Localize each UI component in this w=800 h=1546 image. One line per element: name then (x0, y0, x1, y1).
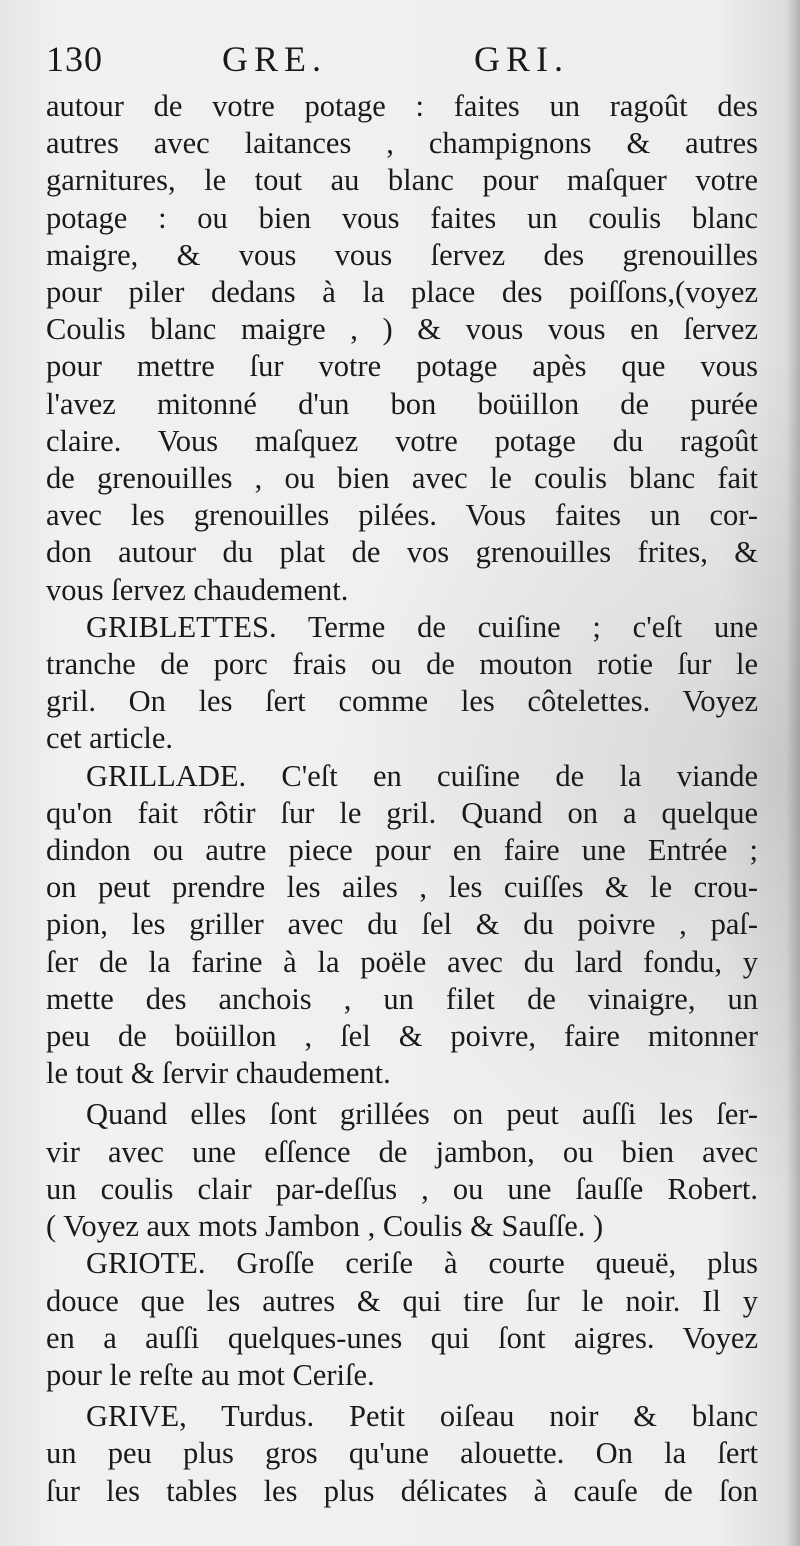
text-line: garnitures, le tout au blanc pour maſquer votre (46, 163, 758, 198)
text-line: en a auſſi quelques-unes qui ſont aigres. Voyez (46, 1320, 758, 1355)
text-line: autres avec laitances , champignons & autres (46, 126, 758, 161)
text-line: mette des anchois , un filet de vinaigre, un (46, 981, 758, 1016)
text-line: un peu plus gros qu'une alouette. On la ſert (46, 1436, 758, 1471)
text-line: un coulis clair par-deſſus , ou une ſauſſe Robert. (46, 1171, 758, 1206)
text-line: pour piler dedans à la place des poiſſons,(voyez (46, 275, 758, 310)
text-line: cet article. (46, 721, 173, 756)
text-line: pour mettre ſur votre potage apès que vous (46, 349, 758, 384)
text-line: pion, les griller avec du ſel & du poivre , paſ- (46, 907, 758, 942)
text-line: claire. Vous maſquez votre potage du ragoût (46, 423, 758, 458)
entry-heading-line: GRIBLETTES. Terme de cuiſine ; c'eſt une (86, 609, 758, 644)
text-line: vous ſervez chaudement. (46, 572, 349, 607)
text-line: Coulis blanc maigre , ) & vous vous en ſervez (46, 312, 758, 347)
entry-heading-line: GRIOTE. Groſſe ceriſe à courte queuë, plus (86, 1246, 758, 1281)
running-head-right: GRI. (474, 39, 569, 79)
text-line: pour le reſte au mot Ceriſe. (46, 1357, 375, 1392)
text-line: avec les grenouilles pilées. Vous faites un cor- (46, 498, 758, 533)
text-line: gril. On les ſert comme les côtelettes. Voyez (46, 684, 758, 719)
page-number: 130 (46, 39, 103, 79)
page-body (46, 88, 758, 1510)
text-line: qu'on fait rôtir ſur le gril. Quand on a quelque (46, 795, 758, 830)
text-line: douce que les autres & qui tire ſur le noir. Il y (46, 1283, 758, 1318)
text-line: dindon ou autre piece pour en faire une Entrée ; (46, 833, 758, 868)
text-line: vir avec une eſſence de jambon, ou bien avec (46, 1134, 758, 1169)
text-line: on peut prendre les ailes , les cuiſſes & le crou- (46, 870, 758, 905)
text-line: ſer de la farine à la poële avec du lard fondu, y (46, 944, 758, 979)
text-line: peu de boüillon , ſel & poivre, faire mitonner (46, 1019, 758, 1054)
text-line: de grenouilles , ou bien avec le coulis blanc fait (46, 461, 758, 496)
text-line: don autour du plat de vos grenouilles frites, & (46, 535, 758, 570)
text-line: potage : ou bien vous faites un coulis blanc (46, 200, 758, 235)
text-line: tranche de porc frais ou de mouton rotie ſur le (46, 647, 758, 682)
paragraph-line: Quand elles ſont grillées on peut auſſi les ſer- (86, 1097, 758, 1132)
text-line: autour de votre potage : faites un ragoût des (46, 89, 758, 123)
text-line: le tout & ſervir chaudement. (46, 1056, 391, 1091)
entry-heading-line: GRILLADE. C'eſt en cuiſine de la viande (86, 758, 758, 793)
text-line: ſur les tables les plus délicates à cauſe de ſon (46, 1473, 758, 1508)
running-head-left: GRE. (222, 39, 327, 79)
text-line: maigre, & vous vous ſervez des grenouilles (46, 237, 758, 272)
page-edge-shadow (786, 0, 800, 1546)
entry-heading-line: GRIVE, Turdus. Petit oiſeau noir & blanc (86, 1399, 758, 1434)
cross-reference-line: ( Voyez aux mots Jambon , Coulis & Sauſſe. ) (46, 1209, 604, 1244)
running-head (46, 38, 758, 88)
text-line: l'avez mitonné d'un bon boüillon de purée (46, 386, 758, 421)
